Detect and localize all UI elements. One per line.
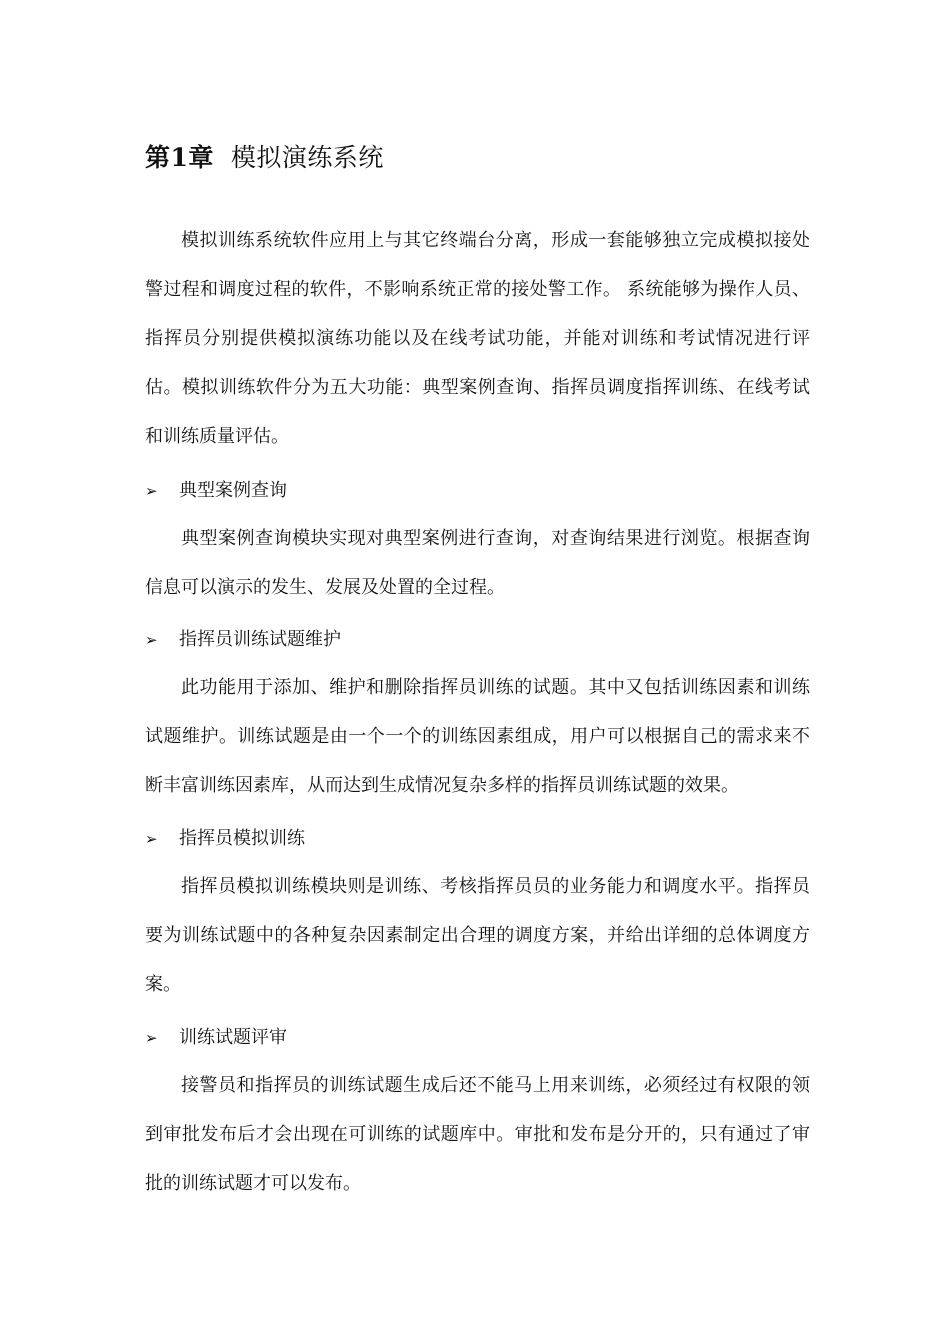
chapter-number: 第1章 <box>145 143 214 172</box>
section-heading-text: 典型案例查询 <box>179 480 287 501</box>
bullet-arrow-icon: ➢ <box>145 631 158 649</box>
bullet-arrow-icon: ➢ <box>145 1029 158 1047</box>
chapter-title <box>145 140 384 176</box>
section-heading-text: 指挥员模拟训练 <box>179 828 305 849</box>
section-heading-question-review <box>145 1023 287 1053</box>
section-body-case-query: 典型案例查询模块实现对典型案例进行查询，对查询结果进行浏览。根据查询信息可以演示的发生、发展及处置的全过程。 <box>145 528 810 598</box>
section-heading-text: 指挥员训练试题维护 <box>179 629 341 650</box>
chapter-name: 模拟演练系统 <box>230 143 384 172</box>
section-heading-text: 训练试题评审 <box>179 1027 287 1048</box>
intro-paragraph: 模拟训练系统软件应用上与其它终端台分离，形成一套能够独立完成模拟接处警过程和调度过程的软件，不影响系统正常的接处警工作。 系统能够为操作人员、指挥员分别提供模拟演练功能以及在线考试功能，并能对训练和考试情况进行评估。模拟训练软件分为五大功能：典型案例查询、指挥员调度指挥训练、在线考试和训练质量评估。 <box>145 230 810 447</box>
bullet-arrow-icon: ➢ <box>145 830 158 848</box>
section-heading-case-query <box>145 476 287 506</box>
section-body-simulation-training: 指挥员模拟训练模块则是训练、考核指挥员员的业务能力和调度水平。指挥员要为训练试题中的各种复杂因素制定出合理的调度方案，并给出详细的总体调度方案。 <box>145 876 810 995</box>
section-heading-simulation-training <box>145 824 305 854</box>
section-body-question-review: 接警员和指挥员的训练试题生成后还不能马上用来训练，必须经过有权限的领到审批发布后才会出现在可训练的试题库中。审批和发布是分开的，只有通过了审批的训练试题才可以发布。 <box>145 1075 810 1194</box>
section-heading-question-maintenance <box>145 625 341 655</box>
section-body-question-maintenance: 此功能用于添加、维护和删除指挥员训练的试题。其中又包括训练因素和训练试题维护。训练试题是由一个一个的训练因素组成，用户可以根据自己的需求来不断丰富训练因素库，从而达到生成情况复杂多样的指挥员训练试题的效果。 <box>145 677 810 796</box>
bullet-arrow-icon: ➢ <box>145 482 158 500</box>
